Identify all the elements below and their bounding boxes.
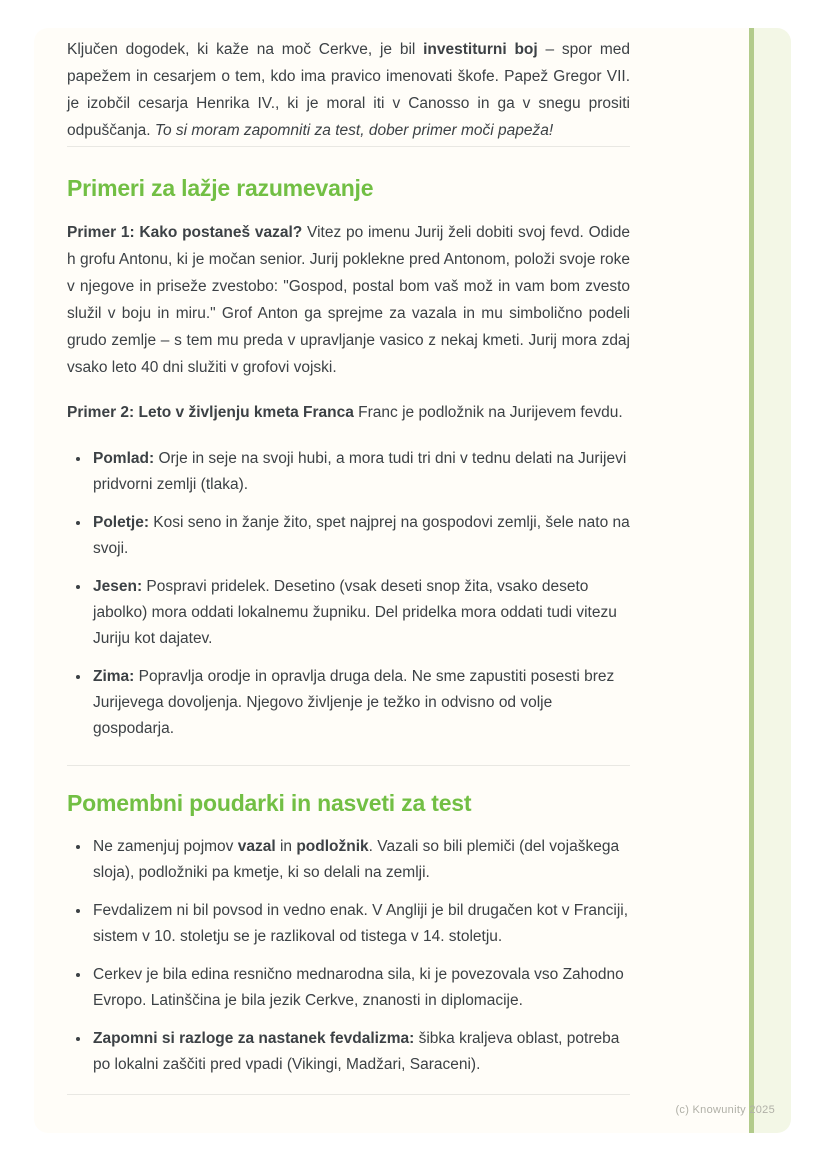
tip-text: šibka kraljeva oblast, potreba po lokalni zaščiti pred vpadi (Vikingi, Madžari, Saraceni). <box>93 1030 620 1073</box>
tips-list <box>67 834 630 1078</box>
tip-text: Ne zamenjuj pojmov <box>93 838 238 855</box>
list-item-poletje <box>91 510 630 562</box>
example2-body: Franc je podložnik na Jurijevem fevdu. <box>353 404 623 421</box>
tip-text: Fevdalizem ni bil povsod in vedno enak. V Angliji je bil drugačen kot v Franciji, sistem v 10. stoletju se je razlikoval od tistega v 14. stoletju. <box>93 902 629 945</box>
intro-text-post: – spor med papežem in cesarjem o tem, kdo ima pravico imenovati škofe. Papež Gregor VII. je izobčil cesarja Henrika IV., ki je moral iti v Canosso in ga v snegu prositi odpuščanja. <box>67 41 630 139</box>
section-divider <box>67 146 630 147</box>
page-margin-strip <box>749 28 791 1133</box>
tip-text: . Vazali so bili plemiči (del vojaškega sloja), podložniki pa kmetje, ki so delali na zemlji. <box>93 838 620 881</box>
seasons-list <box>67 446 630 742</box>
season-text: Kosi seno in žanje žito, spet najprej na gospodovi zemlji, šele nato na svoji. <box>93 514 630 557</box>
example1-paragraph <box>67 219 630 381</box>
tip-bold-term: vazal <box>237 838 276 855</box>
season-label: Pomlad: <box>93 450 155 467</box>
list-item-pomlad <box>91 446 630 498</box>
season-label: Poletje: <box>93 514 149 531</box>
season-text: Popravlja orodje in opravlja druga dela. Ne sme zapustiti posesti brez Jurijevega dovoljenja. Njegovo življenje je težko in odvisno od volje gospodarja. <box>93 668 615 737</box>
section2-heading: Pomembni poudarki in nasveti za test <box>67 790 472 816</box>
intro-bold-term: investiturni boj <box>423 41 538 58</box>
example1-lead: Primer 1: Kako postaneš vazal? <box>67 224 303 241</box>
section-divider <box>67 765 630 766</box>
page-content <box>67 28 630 1095</box>
example1-body: Vitez po imenu Jurij želi dobiti svoj fevd. Odide h grofu Antonu, ki je močan senior. Jurij poklekne pred Antonom, položi svoje roke v njegove in priseže zvestobo: "Gospod, postal bom vaš mož in vam bom zvesto služil v boju in miru." Grof Anton ga sprejme za vazala in mu simbolično podeli grudo zemlje – s tem mu preda v upravljanje vasico z nekaj kmeti. Jurij mora zdaj vsako leto 40 dni služiti v grofovi vojski. <box>67 224 630 376</box>
list-item-tip-cerkev <box>91 962 630 1014</box>
list-item-zima <box>91 664 630 742</box>
intro-italic-note: To si moram zapomniti za test, dober primer moči papeža! <box>154 122 554 139</box>
list-item-tip-razlogi <box>91 1026 630 1078</box>
example2-lead: Primer 2: Leto v življenju kmeta Franca <box>67 404 354 421</box>
intro-text-pre: Ključen dogodek, ki kaže na moč Cerkve, je bil <box>67 41 424 58</box>
example2-paragraph <box>67 399 630 426</box>
tip-bold-lead: Zapomni si razloge za nastanek fevdalizma: <box>93 1030 415 1047</box>
section-divider <box>67 1094 630 1095</box>
season-label: Jesen: <box>93 578 143 595</box>
list-item-jesen <box>91 574 630 652</box>
season-text: Orje in seje na svoji hubi, a mora tudi tri dni v tednu delati na Jurijevi pridvorni zemlji (tlaka). <box>93 450 627 493</box>
tip-text: in <box>275 838 297 855</box>
notes-page-card <box>34 28 791 1133</box>
section1-heading: Primeri za lažje razumevanje <box>67 175 374 201</box>
tip-text: Cerkev je bila edina resnično mednarodna sila, ki je povezovala vso Zahodno Evropo. Latinščina je bila jezik Cerkve, znanosti in diplomacije. <box>93 966 624 1009</box>
intro-paragraph <box>67 36 630 144</box>
list-item-tip-fevdalizem <box>91 898 630 950</box>
list-item-tip-vazal-podloznik <box>91 834 630 886</box>
season-text: Pospravi pridelek. Desetino (vsak deseti snop žita, vsako deseto jabolko) mora oddati lokalnemu župniku. Del pridelka mora oddati tudi vitezu Juriju kot dajatev. <box>93 578 617 647</box>
tip-bold-term: podložnik <box>296 838 369 855</box>
season-label: Zima: <box>93 668 135 685</box>
watermark: (c) Knowunity 2025 <box>675 1104 775 1116</box>
